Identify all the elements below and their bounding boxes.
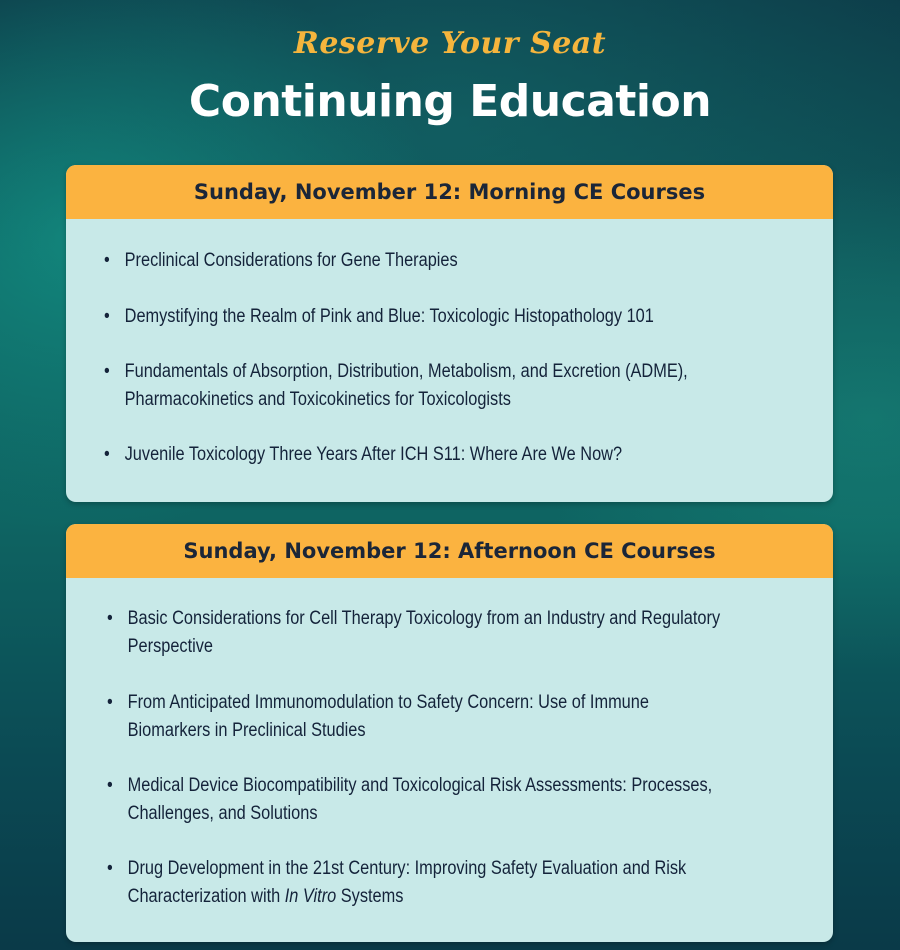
list-item: • Drug Development in the 21st Century: Improving Safety Evaluation and Risk Characterization with In Vitro Systems bbox=[107, 855, 761, 911]
afternoon-courses-card bbox=[66, 524, 833, 942]
list-item: • Fundamentals of Absorption, Distribution, Metabolism, and Excretion (ADME), Pharmacokinetics and Toxicokinetics for Toxicologists bbox=[104, 358, 775, 414]
morning-courses-card bbox=[66, 165, 833, 502]
list-item: • Juvenile Toxicology Three Years After ICH S11: Where Are We Now? bbox=[104, 441, 783, 469]
italic-in-vitro: In Vitro bbox=[284, 886, 337, 907]
bullet-icon: • bbox=[104, 444, 110, 465]
bullet-icon: • bbox=[107, 775, 113, 796]
list-item: • Preclinical Considerations for Gene Therapies bbox=[104, 247, 783, 275]
bullet-icon: • bbox=[104, 306, 110, 327]
page-title: Continuing Education bbox=[188, 76, 712, 127]
list-item: • Demystifying the Realm of Pink and Blue: Toxicologic Histopathology 101 bbox=[104, 303, 783, 331]
list-item: • From Anticipated Immunomodulation to Safety Concern: Use of Immune Biomarkers in Preclinical Studies bbox=[107, 689, 726, 745]
bullet-icon: • bbox=[104, 250, 110, 271]
list-item: • Basic Considerations for Cell Therapy Toxicology from an Industry and Regulatory Perspective bbox=[107, 605, 778, 661]
list-item: • Medical Device Biocompatibility and Toxicological Risk Assessments: Processes, Challenges, and Solutions bbox=[107, 772, 778, 828]
morning-courses-heading: Sunday, November 12: Morning CE Courses bbox=[66, 165, 833, 219]
bullet-icon: • bbox=[107, 692, 113, 713]
afternoon-courses-heading: Sunday, November 12: Afternoon CE Courses bbox=[66, 524, 833, 578]
bullet-icon: • bbox=[104, 361, 110, 382]
bullet-icon: • bbox=[107, 608, 113, 629]
bullet-icon: • bbox=[107, 858, 113, 879]
subtitle: Reserve Your Seat bbox=[293, 26, 607, 61]
